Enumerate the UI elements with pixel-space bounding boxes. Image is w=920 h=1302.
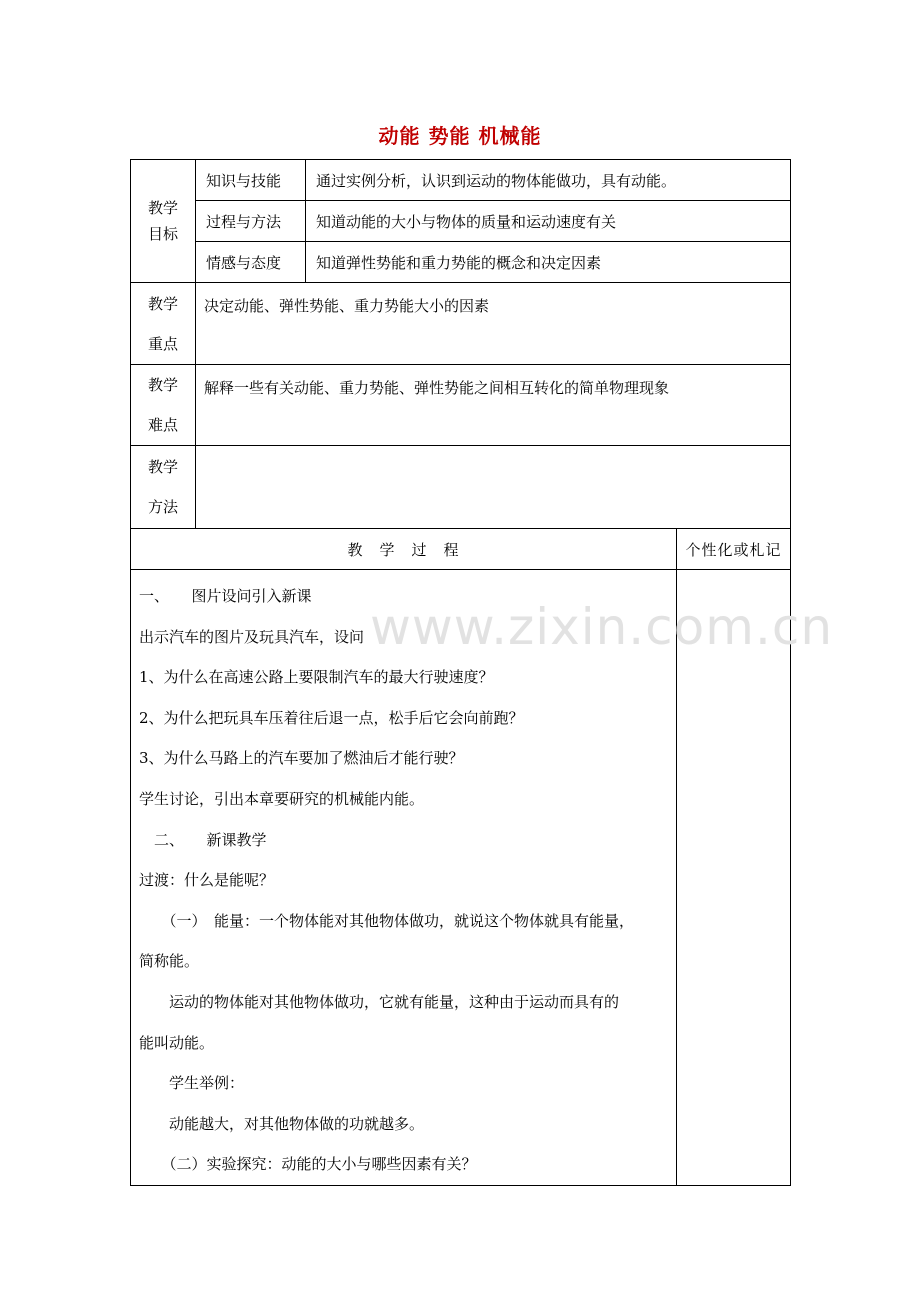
lesson-plan-table [130,159,791,1186]
process-line: 出示汽车的图片及玩具汽车，设问 [139,627,365,646]
objective-name: 情感与态度 [196,242,306,283]
process-body-row [131,570,791,1186]
process-line: 3、为什么马路上的汽车要加了燃油后才能行驶？ [139,749,464,768]
methods-label-line1: 教学 [147,458,178,476]
notes-header: 个性化或札记 [677,529,791,570]
key-points-row [131,283,791,365]
objective-name: 过程与方法 [196,201,306,242]
process-line: （一） 能量：一个物体能对其他物体做功，就说这个物体就具有能量， [139,911,635,930]
difficulties-label-line1: 教学 [147,376,178,394]
methods-row [131,446,791,529]
watermark: www.zixin.com.cn [370,598,834,656]
key-points-label-line1: 教学 [147,294,178,313]
process-line: 一、 图片设问引入新课 [139,587,312,605]
objective-row-knowledge [131,160,791,201]
process-line: 学生讨论，引出本章要研究的机械能内能。 [139,789,425,808]
notes-column [677,570,791,1186]
process-header: 教 学 过 程 [131,529,677,570]
difficulties-label [131,365,196,446]
objective-content: 通过实例分析，认识到运动的物体能做功，具有动能。 [306,160,791,201]
methods-content [196,446,791,529]
process-line: （二）实验探究：动能的大小与哪些因素有关？ [139,1155,477,1174]
objectives-label-line2: 目标 [147,225,178,243]
process-line: 过渡：什么是能呢？ [139,871,275,890]
process-line: 能叫动能。 [139,1033,215,1052]
difficulties-label-line2: 难点 [147,416,178,434]
objective-row-attitude [131,242,791,283]
key-points-content: 决定动能、弹性势能、重力势能大小的因素 [196,283,791,365]
key-points-label [131,283,196,365]
objectives-label-line1: 教学 [147,199,178,217]
process-line: 简称能。 [139,952,200,971]
objective-name: 知识与技能 [196,160,306,201]
process-line: 学生举例： [139,1074,245,1093]
process-line: 二、 新课教学 [139,830,267,849]
objective-content: 知道弹性势能和重力势能的概念和决定因素 [306,242,791,283]
process-line: 动能越大，对其他物体做的功就越多。 [139,1114,425,1133]
objective-content: 知道动能的大小与物体的质量和运动速度有关 [306,201,791,242]
process-line: 2、为什么把玩具车压着往后退一点，松手后它会向前跑？ [139,708,524,727]
difficulties-content: 解释一些有关动能、重力势能、弹性势能之间相互转化的简单物理现象 [196,365,791,446]
process-content [131,570,677,1186]
methods-label-line2: 方法 [147,498,178,516]
objectives-label [131,160,196,283]
process-header-row [131,529,791,570]
process-line: 运动的物体能对其他物体做功，它就有能量，这种由于运动而具有的 [139,992,620,1011]
document-title: 动能 势能 机械能 [378,124,542,148]
process-line: 1、为什么在高速公路上要限制汽车的最大行驶速度？ [139,668,494,687]
methods-label [131,446,196,529]
difficulties-row [131,365,791,446]
key-points-label-line2: 重点 [147,334,178,353]
objective-row-process [131,201,791,242]
